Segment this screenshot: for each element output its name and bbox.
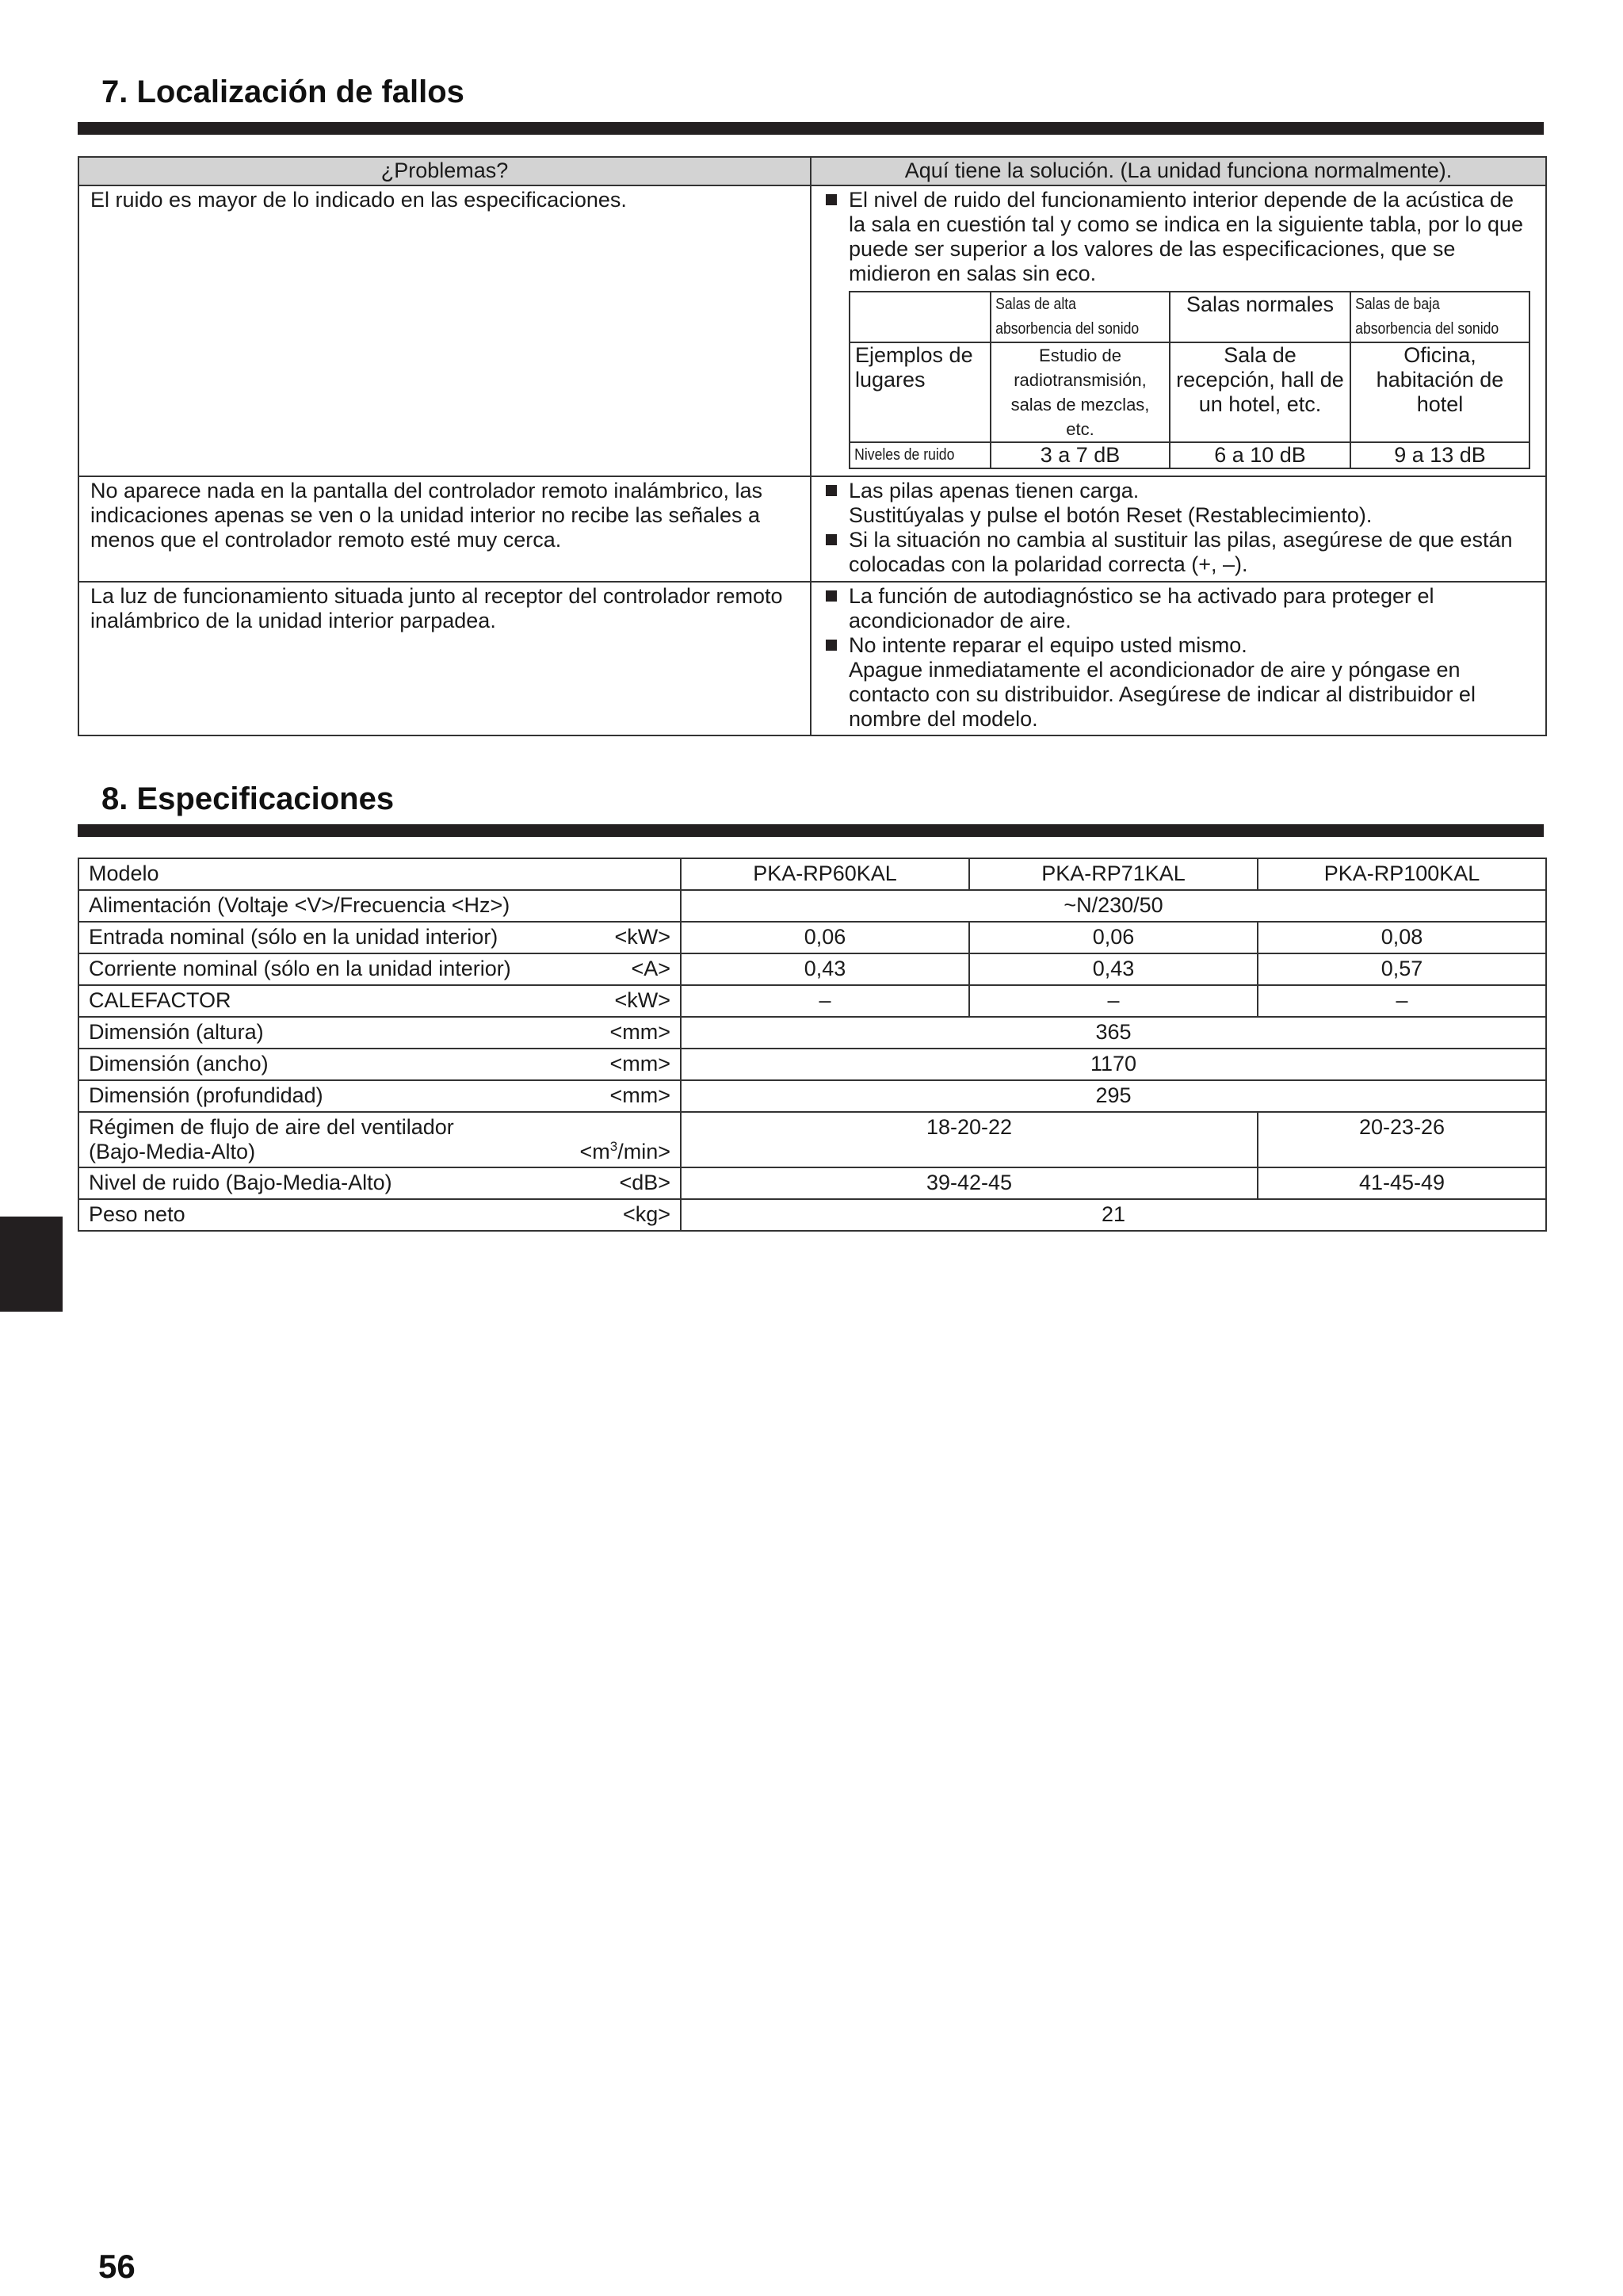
spec-label-cell xyxy=(78,985,681,1017)
spec-label: CALEFACTOR xyxy=(89,988,231,1012)
table-row xyxy=(78,985,1546,1017)
table-row xyxy=(78,922,1546,953)
table-row xyxy=(78,1167,1546,1199)
spec-unit: <mm> xyxy=(609,1020,670,1044)
low-absorbency-example: Oficina, habitación de hotel xyxy=(1350,342,1529,442)
section-7-title: 7. Localización de fallos xyxy=(101,74,464,109)
list-item xyxy=(823,633,1536,732)
spec-unit: <kg> xyxy=(622,1202,670,1226)
table-row xyxy=(78,1080,1546,1112)
problem-cell: La luz de funcionamiento situada junto al receptor del controlador remoto inalámbrico de la unidad interior parpadea. xyxy=(78,582,811,735)
table-row xyxy=(850,292,1529,342)
low-absorbency-header: Salas de baja absorbencia del sonido xyxy=(1350,292,1508,342)
spec-label: Corriente nominal (sólo en la unidad interior) xyxy=(89,957,511,980)
spec-unit: <A> xyxy=(631,957,670,980)
solution-list xyxy=(823,584,1536,732)
solution-text: Las pilas apenas tienen carga. xyxy=(849,479,1140,502)
high-absorbency-level: 3 a 7 dB xyxy=(991,442,1170,468)
normal-rooms-header: Salas normales xyxy=(1170,292,1350,342)
spec-value: 39-42-45 xyxy=(681,1167,1258,1199)
model-name: PKA-RP71KAL xyxy=(969,858,1258,890)
spec-label: Nivel de ruido (Bajo-Media-Alto) xyxy=(89,1171,392,1194)
spec-label: Dimensión (ancho) xyxy=(89,1052,269,1075)
table-row xyxy=(78,1017,1546,1049)
square-bullet-icon xyxy=(826,590,837,602)
spec-label: Régimen de flujo de aire del ventilador xyxy=(89,1115,454,1139)
spec-label: (Bajo-Media-Alto) xyxy=(89,1140,256,1163)
list-item xyxy=(823,584,1536,633)
table-row xyxy=(78,1199,1546,1231)
solution-list xyxy=(823,479,1536,577)
spec-value: 18-20-22 xyxy=(681,1112,1258,1167)
spec-value: 0,06 xyxy=(681,922,969,953)
spec-label-cell xyxy=(78,953,681,985)
spec-value: 0,06 xyxy=(969,922,1258,953)
spec-value: 0,08 xyxy=(1258,922,1546,953)
solution-text: Apague inmediatamente el acondicionador de aire y póngase en contacto con su distribuidor. Asegúrese de indicar al distribuidor el nombre del modelo. xyxy=(849,658,1476,731)
spec-label-cell xyxy=(78,1049,681,1080)
troubleshooting-table xyxy=(78,156,1547,736)
spec-value: 0,57 xyxy=(1258,953,1546,985)
section-8-title: 8. Especificaciones xyxy=(101,781,395,816)
table-row xyxy=(78,476,1546,582)
spec-label: Alimentación (Voltaje <V>/Frecuencia <Hz>) xyxy=(78,890,681,922)
page-number: 56 xyxy=(98,2248,136,2285)
solution-cell xyxy=(811,582,1546,735)
table-row xyxy=(78,858,1546,890)
noise-levels-label: Niveles de ruido xyxy=(850,442,974,468)
spec-value: 20-23-26 xyxy=(1258,1112,1546,1167)
solution-text: El nivel de ruido del funcionamiento interior depende de la acústica de la sala en cuestión tal y como se indica en la siguiente tabla, por lo que puede ser superior a los valores de las especificaciones, que se midieron en salas sin eco. xyxy=(849,188,1524,285)
square-bullet-icon xyxy=(826,485,837,496)
spec-label-cell xyxy=(78,1167,681,1199)
table-row xyxy=(78,1112,1546,1167)
spec-value: ~N/230/50 xyxy=(681,890,1546,922)
spec-label-cell xyxy=(78,1017,681,1049)
problem-cell: El ruido es mayor de lo indicado en las especificaciones. xyxy=(78,185,811,476)
solution-cell xyxy=(811,476,1546,582)
spec-label: Modelo xyxy=(78,858,681,890)
examples-label: Ejemplos de lugares xyxy=(850,342,991,442)
spec-value: 365 xyxy=(681,1017,1546,1049)
section-8-rule xyxy=(78,824,1544,837)
problems-header: ¿Problemas? xyxy=(78,157,811,185)
table-row xyxy=(78,185,1546,476)
solution-text: Si la situación no cambia al sustituir las pilas, asegúrese de que están colocadas con la polaridad correcta (+, –). xyxy=(849,528,1513,576)
spec-value: 0,43 xyxy=(681,953,969,985)
spec-unit: <kW> xyxy=(614,925,670,949)
solution-text: No intente reparar el equipo usted mismo. xyxy=(849,633,1247,657)
list-item xyxy=(823,188,1536,286)
table-row xyxy=(78,890,1546,922)
spec-unit: <dB> xyxy=(619,1171,670,1194)
solution-cell xyxy=(811,185,1546,476)
spec-unit: <mm> xyxy=(609,1052,670,1075)
solution-list xyxy=(823,188,1536,286)
solution-text: La función de autodiagnóstico se ha activado para proteger el acondicionador de aire. xyxy=(849,584,1434,632)
normal-rooms-example: Sala de recepción, hall de un hotel, etc. xyxy=(1170,342,1350,442)
spec-value: – xyxy=(969,985,1258,1017)
list-item xyxy=(823,528,1536,577)
square-bullet-icon xyxy=(826,640,837,651)
spec-value: 21 xyxy=(681,1199,1546,1231)
noise-table-corner xyxy=(850,292,991,342)
problem-cell: No aparece nada en la pantalla del controlador remoto inalámbrico, las indicaciones apenas se ven o la unidad interior no recibe las señales a menos que el controlador remoto esté muy cerca. xyxy=(78,476,811,582)
spec-label: Entrada nominal (sólo en la unidad interior) xyxy=(89,925,498,949)
spec-label-cell xyxy=(78,922,681,953)
spec-label-cell xyxy=(78,1080,681,1112)
spec-value: 0,43 xyxy=(969,953,1258,985)
low-absorbency-level: 9 a 13 dB xyxy=(1350,442,1529,468)
spec-value: 41-45-49 xyxy=(1258,1167,1546,1199)
section-7-rule xyxy=(78,122,1544,135)
table-row xyxy=(78,582,1546,735)
troubleshooting-header-row xyxy=(78,157,1546,185)
noise-level-table xyxy=(849,291,1530,469)
model-name: PKA-RP60KAL xyxy=(681,858,969,890)
table-row xyxy=(850,442,1529,468)
solution-header: Aquí tiene la solución. (La unidad funciona normalmente). xyxy=(811,157,1546,185)
spec-value: 295 xyxy=(681,1080,1546,1112)
high-absorbency-header: Salas de alta absorbencia del sonido xyxy=(991,292,1148,342)
spec-label: Peso neto xyxy=(89,1202,185,1226)
spec-unit: <mm> xyxy=(609,1083,670,1107)
spec-unit: $<m^3/\min>$ xyxy=(579,1139,670,1163)
specifications-table xyxy=(78,858,1547,1232)
table-row xyxy=(78,953,1546,985)
spec-unit: <kW> xyxy=(614,988,670,1012)
spec-label-cell xyxy=(78,1112,681,1167)
spec-label-cell xyxy=(78,1199,681,1231)
spec-value: 1170 xyxy=(681,1049,1546,1080)
square-bullet-icon xyxy=(826,194,837,205)
high-absorbency-example: Estudio de radiotransmisión, salas de mezclas, etc. xyxy=(991,342,1170,442)
model-name: PKA-RP100KAL xyxy=(1258,858,1546,890)
spec-value: – xyxy=(1258,985,1546,1017)
spec-value: – xyxy=(681,985,969,1017)
spec-label: Dimensión (profundidad) xyxy=(89,1083,323,1107)
square-bullet-icon xyxy=(826,534,837,545)
list-item xyxy=(823,479,1536,528)
table-row xyxy=(78,1049,1546,1080)
side-tab-marker xyxy=(0,1217,63,1312)
table-row xyxy=(850,342,1529,442)
solution-text: Sustitúyalas y pulse el botón Reset (Restablecimiento). xyxy=(849,503,1373,527)
normal-rooms-level: 6 a 10 dB xyxy=(1170,442,1350,468)
spec-label: Dimensión (altura) xyxy=(89,1020,264,1044)
